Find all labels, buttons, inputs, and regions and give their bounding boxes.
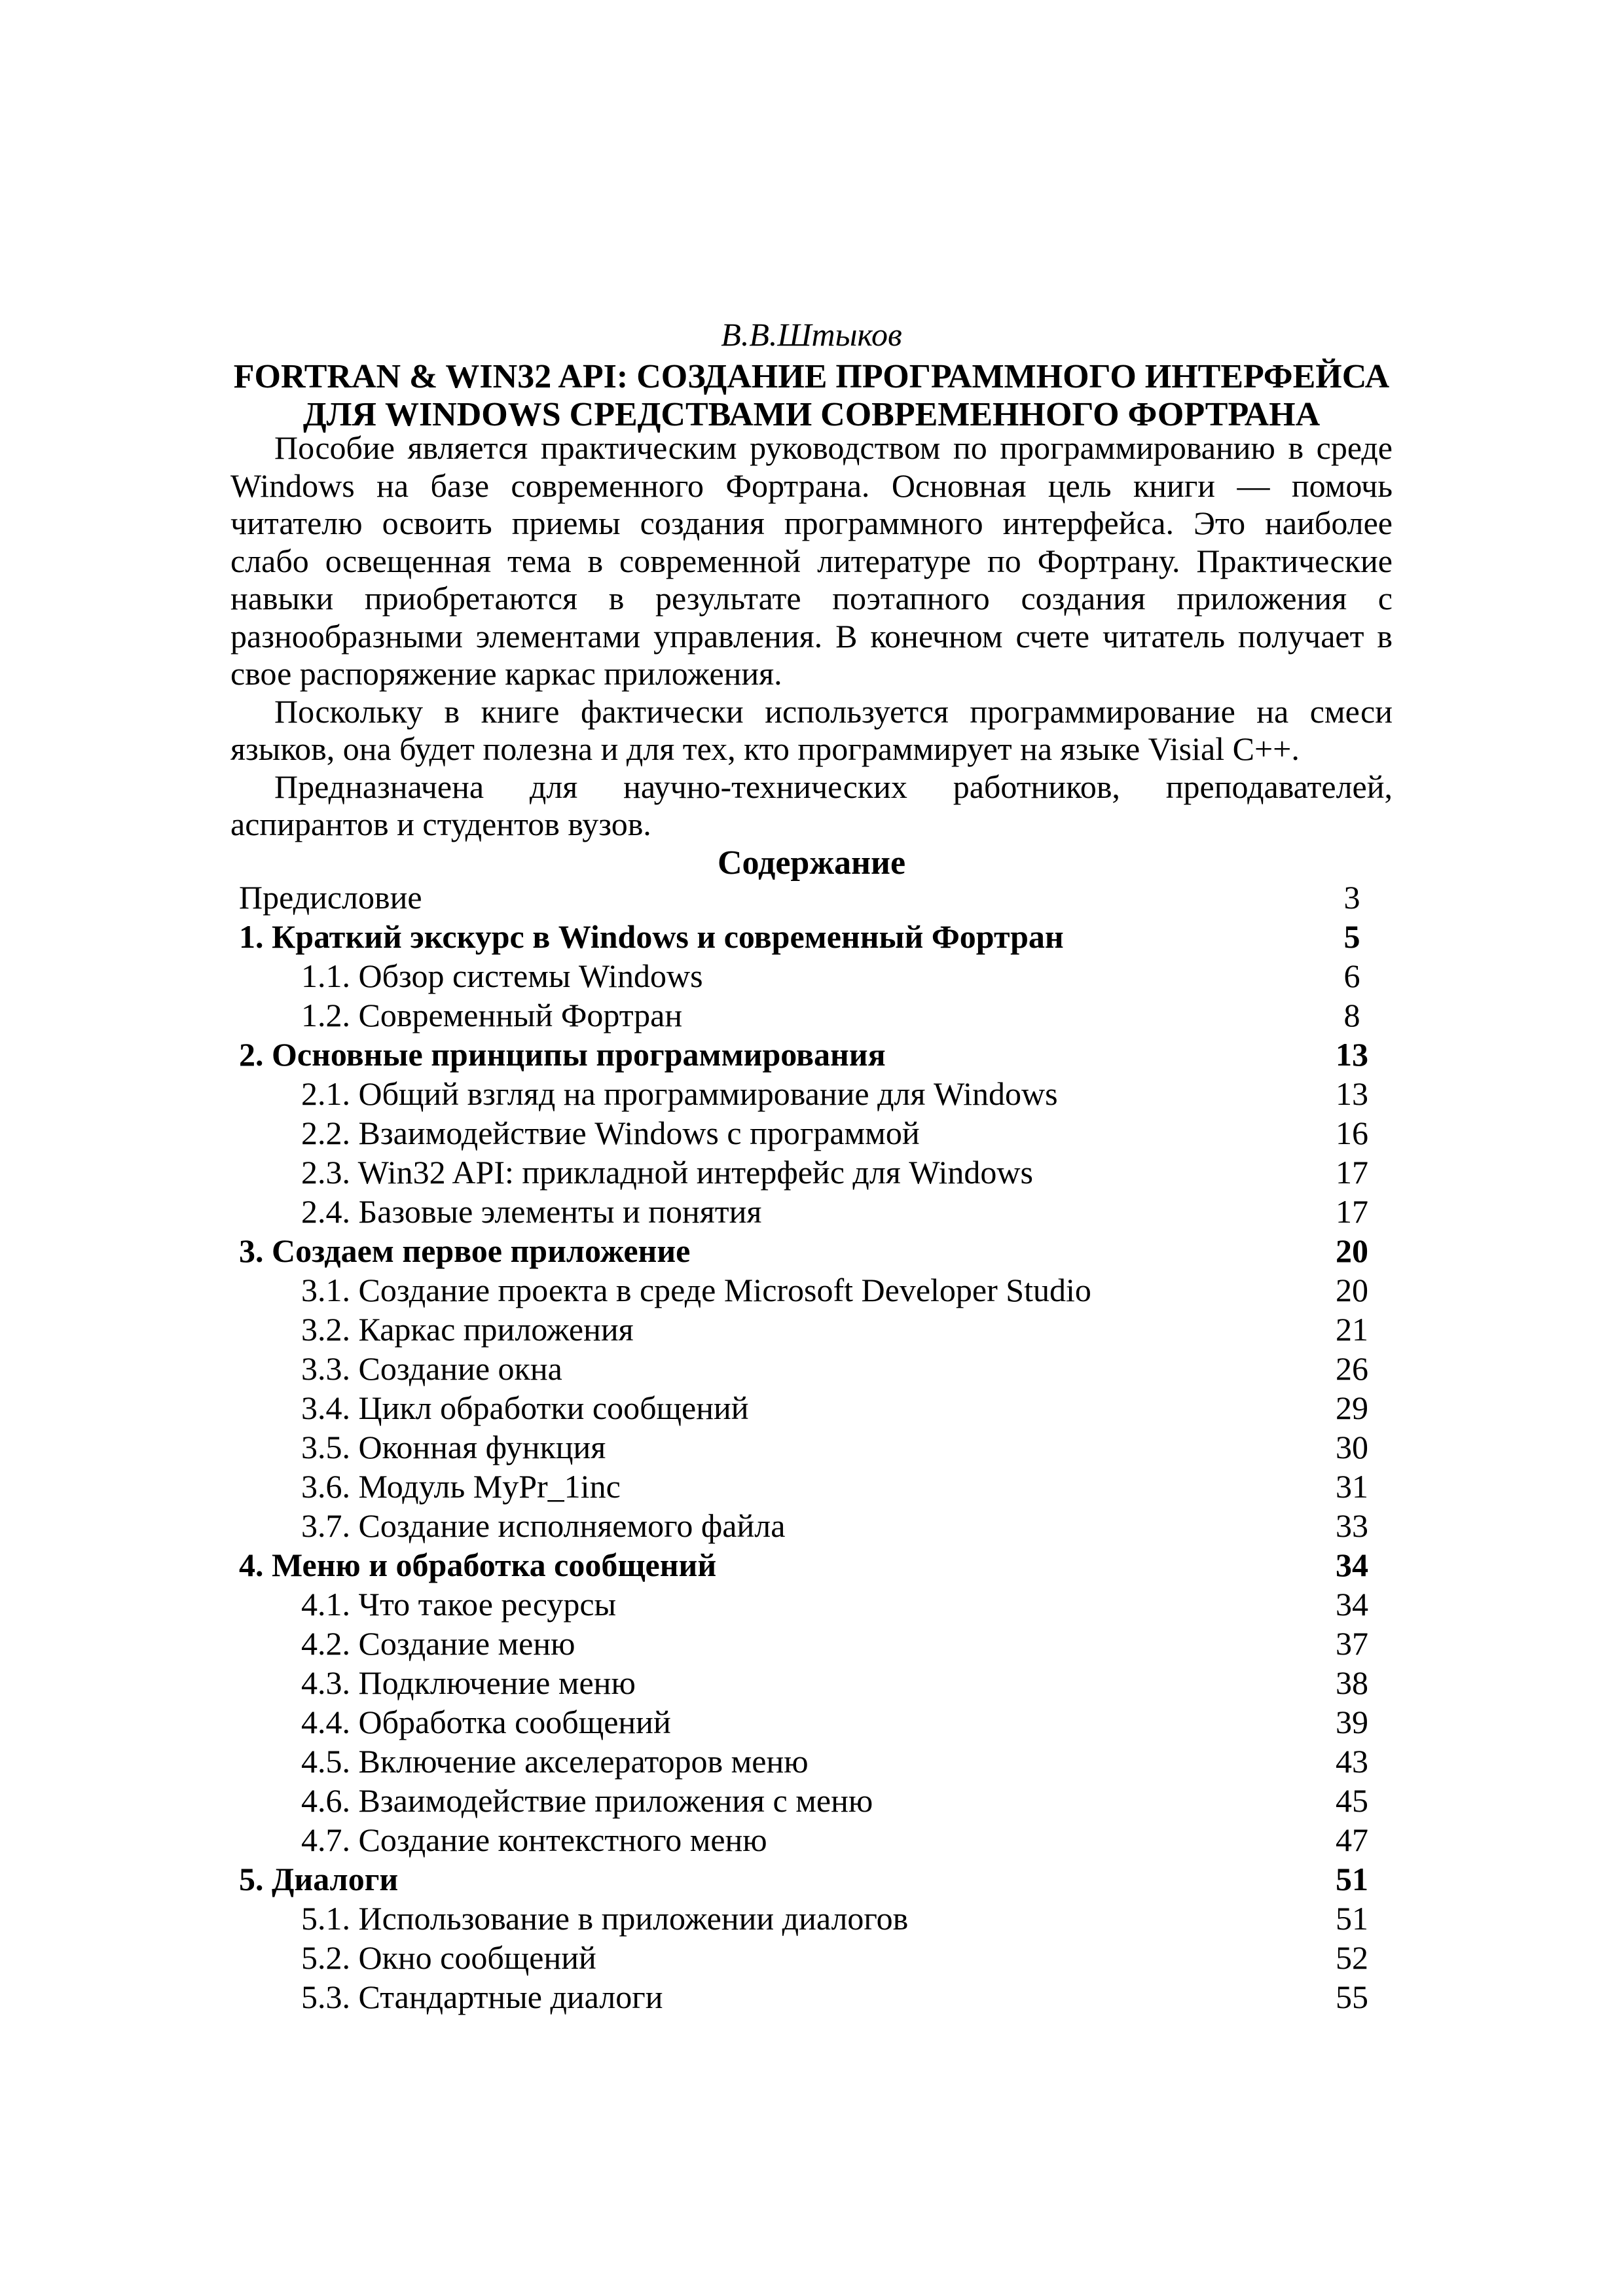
toc-row — [239, 1977, 1388, 2017]
toc-item-label: 4. Меню и обработка сообщений — [239, 1547, 717, 1583]
book-title-line1: FORTRAN & WIN32 API: СОЗДАНИЕ ПРОГРАММНОГО ИНТЕРФЕЙСА — [233, 358, 1390, 395]
toc-item-page: 51 — [1336, 1900, 1368, 1937]
toc-row — [239, 1859, 1388, 1899]
abstract-paragraph-3: Предназначена для научно-технических работников, преподавателей, аспирантов и студентов вузов. — [230, 768, 1393, 842]
toc-item-page: 29 — [1336, 1390, 1368, 1426]
toc-row — [239, 1742, 1388, 1781]
toc-item-label: 3.5. Оконная функция — [301, 1429, 606, 1465]
toc-item-page: 52 — [1336, 1939, 1368, 1976]
toc-row — [239, 1035, 1388, 1074]
toc-item-label: 2.3. Win32 API: прикладной интерфейс для Windows — [301, 1154, 1033, 1191]
toc-row — [239, 1820, 1388, 1859]
toc-item-label: 5. Диалоги — [239, 1861, 399, 1897]
toc-item-page: 26 — [1336, 1350, 1368, 1387]
toc-item-label: 4.6. Взаимодействие приложения с меню — [301, 1782, 873, 1819]
toc-row — [239, 956, 1388, 996]
toc-item-page: 31 — [1336, 1468, 1368, 1505]
toc-row — [239, 1938, 1388, 1977]
toc-heading: Содержание — [717, 844, 906, 882]
toc-item-page: 3 — [1343, 879, 1360, 916]
toc-row — [239, 878, 1388, 917]
toc-item-label: 4.7. Создание контекстного меню — [301, 1821, 767, 1858]
toc-row — [239, 1388, 1388, 1427]
toc-item-label: 2.4. Базовые элементы и понятия — [301, 1193, 762, 1230]
toc-row — [239, 1153, 1388, 1192]
toc-item-label: 5.2. Окно сообщений — [301, 1939, 596, 1976]
toc-item-label: 2. Основные принципы программирования — [239, 1036, 886, 1073]
toc-item-page: 16 — [1336, 1115, 1368, 1151]
toc-item-label: 4.2. Создание меню — [301, 1625, 575, 1662]
toc-item-page: 5 — [1343, 918, 1360, 955]
title-block — [230, 315, 1393, 434]
toc-item-page: 17 — [1336, 1154, 1368, 1191]
author-line: В.В.Штыков — [721, 316, 902, 353]
toc-row — [239, 1624, 1388, 1663]
toc-item-label: 4.4. Обработка сообщений — [301, 1704, 671, 1740]
toc-item-page: 37 — [1336, 1625, 1368, 1662]
toc-item-page: 47 — [1336, 1821, 1368, 1858]
toc-item-label: 5.1. Использование в приложении диалогов — [301, 1900, 909, 1937]
toc-item-label: 4.1. Что такое ресурсы — [301, 1586, 617, 1623]
toc-item-page: 43 — [1336, 1743, 1368, 1780]
toc-row — [239, 1074, 1388, 1113]
toc-row — [239, 917, 1388, 956]
toc-item-page: 6 — [1343, 958, 1360, 994]
toc-item-page: 20 — [1336, 1272, 1368, 1308]
toc-item-label: 1.2. Современный Фортран — [301, 997, 683, 1033]
toc-row — [239, 996, 1388, 1035]
toc-row — [239, 1702, 1388, 1742]
toc-item-label: 3.4. Цикл обработки сообщений — [301, 1390, 749, 1426]
toc-item-label: Предисловие — [239, 879, 422, 916]
abstract-paragraph-1: Пособие является практическим руководством по программированию в среде Windows на базе современного Фортрана. Основная цель книги — помочь читателю освоить приемы создания программного интерфейса. Это наиболее слабо освещенная тема в современной литературе по Фортрану. Практические навыки приобретаются в результате поэтапного создания приложения с разнообразными элементами управления. В конечном счете читатель получает в свое распоряжение каркас приложения. — [230, 429, 1393, 692]
toc-item-label: 1.1. Обзор системы Windows — [301, 958, 703, 994]
toc-item-page: 8 — [1343, 997, 1360, 1033]
toc-row — [239, 1310, 1388, 1349]
toc-item-page: 34 — [1336, 1586, 1368, 1623]
toc-row — [239, 1192, 1388, 1231]
toc-row — [239, 1231, 1388, 1270]
toc-row — [239, 1113, 1388, 1153]
toc-row — [239, 1781, 1388, 1820]
toc-item-page: 13 — [1336, 1075, 1368, 1112]
toc-row — [239, 1663, 1388, 1702]
toc-item-page: 38 — [1336, 1664, 1368, 1701]
toc-item-label: 4.3. Подключение меню — [301, 1664, 636, 1701]
toc-item-label: 3.1. Создание проекта в среде Microsoft Developer Studio — [301, 1272, 1091, 1308]
toc-item-label: 1. Краткий экскурс в Windows и современный Фортран — [239, 918, 1064, 955]
toc-item-label: 3.7. Создание исполняемого файла — [301, 1507, 786, 1544]
toc-item-label: 2.1. Общий взгляд на программирование для Windows — [301, 1075, 1058, 1112]
toc-row — [239, 1545, 1388, 1585]
toc-item-page: 20 — [1336, 1232, 1368, 1269]
toc-row — [239, 1585, 1388, 1624]
toc-item-page: 30 — [1336, 1429, 1368, 1465]
toc-item-label: 3.2. Каркас приложения — [301, 1311, 634, 1348]
toc-row — [239, 1349, 1388, 1388]
toc-item-label: 3.3. Создание окна — [301, 1350, 562, 1387]
toc-item-page: 17 — [1336, 1193, 1368, 1230]
toc-item-page: 33 — [1336, 1507, 1368, 1544]
toc-row — [239, 1427, 1388, 1467]
abstract-paragraph-2: Поскольку в книге фактически используется программирование на смеси языков, она будет полезна и для тех, кто программирует на языке Visial C++. — [230, 692, 1393, 767]
table-of-contents — [239, 878, 1388, 2017]
toc-item-page: 39 — [1336, 1704, 1368, 1740]
toc-item-label: 3. Создаем первое приложение — [239, 1232, 691, 1269]
book-title-line2: ДЛЯ WINDOWS СРЕДСТВАМИ СОВРЕМЕННОГО ФОРТРАНА — [302, 396, 1321, 433]
toc-row — [239, 1467, 1388, 1506]
book-title — [230, 358, 1393, 434]
abstract — [230, 429, 1393, 844]
toc-item-page: 45 — [1336, 1782, 1368, 1819]
toc-item-page: 55 — [1336, 1979, 1368, 2015]
toc-item-page: 21 — [1336, 1311, 1368, 1348]
toc-item-page: 13 — [1336, 1036, 1368, 1073]
toc-row — [239, 1270, 1388, 1310]
toc-item-page: 51 — [1336, 1861, 1368, 1897]
toc-row — [239, 1506, 1388, 1545]
toc-item-label: 5.3. Стандартные диалоги — [301, 1979, 663, 2015]
toc-item-label: 3.6. Модуль MyPr_1inc — [301, 1468, 621, 1505]
toc-row — [239, 1899, 1388, 1938]
toc-item-label: 2.2. Взаимодействие Windows с программой — [301, 1115, 920, 1151]
toc-item-label: 4.5. Включение акселераторов меню — [301, 1743, 809, 1780]
toc-item-page: 34 — [1336, 1547, 1368, 1583]
